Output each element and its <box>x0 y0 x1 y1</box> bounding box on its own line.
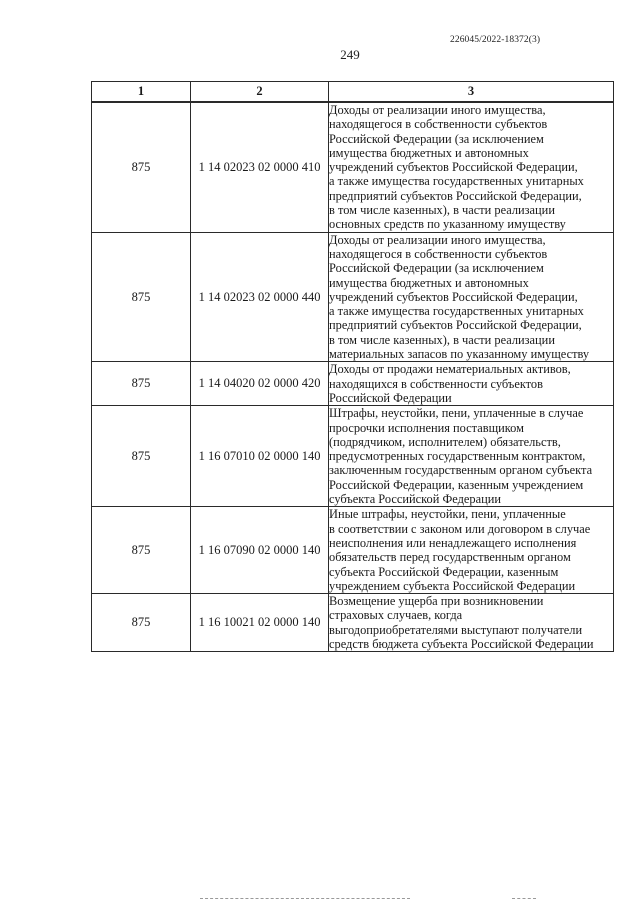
admin-code-cell: 875 <box>92 507 191 594</box>
header-col-1: 1 <box>92 82 191 103</box>
description-line: в том числе казенных), в части реализации <box>329 332 555 347</box>
admin-code-cell: 875 <box>92 362 191 406</box>
description-line: а также имущества государственных унитарных <box>329 174 584 189</box>
description-line: предприятий субъектов Российской Федерации, <box>329 318 582 333</box>
income-description-cell <box>329 594 614 652</box>
description-line: выгодоприобретателями выступают получатели <box>329 622 583 637</box>
description-line: в том числе казенных), в части реализации <box>329 203 555 218</box>
description-line: Доходы от реализации иного имущества, <box>329 103 546 117</box>
admin-code-cell: 875 <box>92 594 191 652</box>
description-line: учреждением субъекта Российской Федерации <box>329 578 576 593</box>
description-line: Российской Федерации (за исключением <box>329 261 544 276</box>
admin-code-cell: 875 <box>92 232 191 362</box>
income-description-cell <box>329 232 614 362</box>
budget-classification-code-cell: 1 16 07010 02 0000 140 <box>191 406 329 507</box>
table-row <box>92 102 614 232</box>
description-line: неисполнения или ненадлежащего исполнения <box>329 535 577 550</box>
description-line: имущества бюджетных и автономных <box>329 145 529 160</box>
budget-classification-code-cell: 1 16 10021 02 0000 140 <box>191 594 329 652</box>
table-header-row <box>92 82 614 103</box>
table-row <box>92 507 614 594</box>
header-col-3: 3 <box>329 82 614 103</box>
description-line: в соответствии с законом или договором в случае <box>329 521 591 536</box>
description-line: а также имущества государственных унитарных <box>329 304 584 319</box>
income-description-cell <box>329 406 614 507</box>
description-line: учреждений субъектов Российской Федерации, <box>329 289 578 304</box>
budget-classification-code-cell: 1 14 02023 02 0000 410 <box>191 102 329 232</box>
footer-line <box>200 898 410 899</box>
description-line: находящегося в собственности субъектов <box>329 117 548 132</box>
income-description-cell <box>329 507 614 594</box>
description-line: имущества бюджетных и автономных <box>329 275 529 290</box>
description-line: Доходы от реализации иного имущества, <box>329 232 546 247</box>
description-line: субъекта Российской Федерации, казенным <box>329 564 559 579</box>
description-line: обязательств перед государственным органом <box>329 550 571 565</box>
description-line: Иные штрафы, неустойки, пени, уплаченные <box>329 507 566 522</box>
table-row <box>92 232 614 362</box>
description-line: Российской Федерации <box>329 390 452 405</box>
income-description-cell <box>329 102 614 232</box>
description-line: учреждений субъектов Российской Федерации, <box>329 160 578 175</box>
budget-classification-code-cell: 1 14 04020 02 0000 420 <box>191 362 329 406</box>
admin-code-cell: 875 <box>92 406 191 507</box>
admin-code-cell: 875 <box>92 102 191 232</box>
description-line: основных средств по указанному имуществу <box>329 217 566 232</box>
budget-classification-code-cell: 1 16 07090 02 0000 140 <box>191 507 329 594</box>
description-line: находящихся в собственности субъектов <box>329 376 543 391</box>
description-line: материальных запасов по указанному имуществу <box>329 347 590 362</box>
table-row <box>92 406 614 507</box>
description-line: (подрядчиком, исполнителем) обязательств, <box>329 434 561 449</box>
table-row <box>92 594 614 652</box>
description-line: просрочки исполнения поставщиком <box>329 420 524 435</box>
description-line: Российской Федерации, казенным учреждением <box>329 477 584 492</box>
description-line: заключенным государственным органом субъекта <box>329 463 593 478</box>
description-line: предприятий субъектов Российской Федерации, <box>329 188 582 203</box>
description-line: Штрафы, неустойки, пени, уплаченные в случае <box>329 406 584 421</box>
description-line: Российской Федерации (за исключением <box>329 131 544 146</box>
table-row <box>92 362 614 406</box>
description-line: находящегося в собственности субъектов <box>329 246 548 261</box>
budget-classification-code-cell: 1 14 02023 02 0000 440 <box>191 232 329 362</box>
budget-codes-table <box>91 81 614 652</box>
description-line: субъекта Российской Федерации <box>329 492 501 507</box>
document-id: 226045/2022-18372(3) <box>450 35 541 45</box>
description-line: предусмотренных государственным контрактом, <box>329 449 586 464</box>
header-col-2: 2 <box>191 82 329 103</box>
footer-line-short <box>512 898 536 899</box>
description-line: Доходы от продажи нематериальных активов, <box>329 362 571 377</box>
income-description-cell <box>329 362 614 406</box>
description-line: Возмещение ущерба при возникновении <box>329 594 544 609</box>
description-line: страховых случаев, когда <box>329 608 463 623</box>
page-number: 249 <box>340 47 360 62</box>
description-line: средств бюджета субъекта Российской Федерации <box>329 636 594 651</box>
